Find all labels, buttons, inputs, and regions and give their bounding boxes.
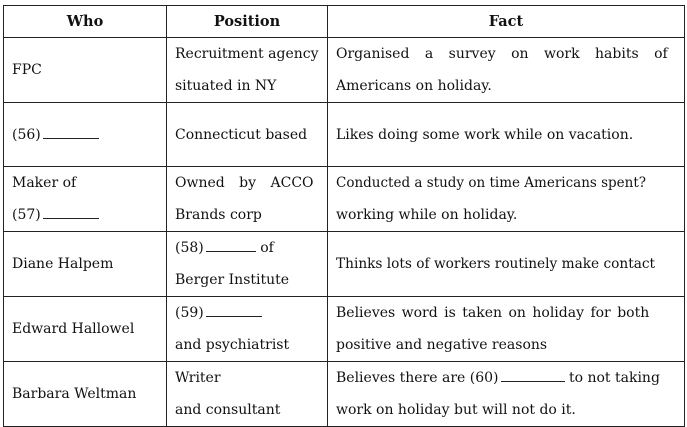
position-text: Owned by ACCO — [175, 175, 314, 191]
answer-blank-58[interactable] — [206, 250, 256, 252]
who-cell — [4, 103, 167, 167]
position-gap[interactable]: (59) — [175, 297, 327, 329]
fact-text: positive and negative reasons — [336, 337, 548, 353]
answer-blank-59[interactable] — [206, 315, 262, 317]
who-text: Edward Hallowel — [12, 321, 135, 337]
info-table — [3, 5, 685, 427]
fact-text: Believes word is taken on holiday for both — [336, 305, 650, 321]
answer-blank-56[interactable] — [43, 137, 99, 139]
answer-blank-57[interactable] — [43, 217, 99, 219]
fact-text: work on holiday but will not do it. — [336, 402, 576, 418]
answer-blank-60[interactable] — [501, 380, 565, 382]
who-cell — [4, 297, 167, 362]
table-row — [4, 297, 685, 362]
fact-cell — [328, 38, 685, 103]
who-text: Diane Halpem — [12, 256, 114, 272]
fact-text: Likes doing some work while on vacation. — [336, 126, 634, 143]
position-cell — [167, 362, 328, 427]
position-text: and consultant — [175, 402, 281, 418]
fact-text: Americans on holiday. — [336, 78, 492, 94]
fact-text: Thinks lots of workers routinely make contact — [336, 256, 656, 272]
position-cell — [167, 103, 328, 167]
header-row — [4, 6, 685, 38]
who-cell — [4, 167, 167, 232]
fact-cell — [328, 167, 685, 232]
position-cell — [167, 232, 328, 297]
table-row — [4, 103, 685, 167]
fact-cell — [328, 362, 685, 427]
who-cell — [4, 38, 167, 103]
who-gap[interactable]: (57) — [12, 199, 166, 231]
position-text: Writer — [175, 370, 221, 386]
header-position: Position — [167, 6, 328, 38]
position-text: Recruitment agency — [175, 46, 319, 62]
position-gap[interactable]: (58) of — [175, 240, 274, 256]
fact-cell — [328, 297, 685, 362]
position-text: Connecticut based — [175, 126, 308, 143]
table-row — [4, 362, 685, 427]
fact-cell — [328, 232, 685, 297]
position-text: Berger Institute — [175, 272, 290, 288]
who-cell — [4, 362, 167, 427]
who-text: Maker of — [12, 175, 77, 191]
who-text: FPC — [12, 62, 42, 78]
table-row — [4, 167, 685, 232]
table-row — [4, 232, 685, 297]
position-cell — [167, 38, 328, 103]
position-text: and psychiatrist — [175, 337, 290, 353]
table-row — [4, 38, 685, 103]
fact-cell — [328, 103, 685, 167]
header-who: Who — [4, 6, 167, 38]
who-gap[interactable]: (56) — [12, 119, 166, 151]
position-cell — [167, 297, 328, 362]
header-fact: Fact — [328, 6, 685, 38]
who-cell — [4, 232, 167, 297]
position-text: Brands corp — [175, 207, 262, 223]
fact-text: working while on holiday. — [336, 207, 518, 223]
fact-gap[interactable]: Believes there are (60) to not taking — [336, 370, 660, 386]
position-cell — [167, 167, 328, 232]
fact-text: Conducted a study on time Americans spent? — [336, 175, 647, 191]
fact-text: Organised a survey on work habits of — [336, 46, 668, 62]
position-text: situated in NY — [175, 78, 277, 94]
who-text: Barbara Weltman — [12, 386, 137, 402]
